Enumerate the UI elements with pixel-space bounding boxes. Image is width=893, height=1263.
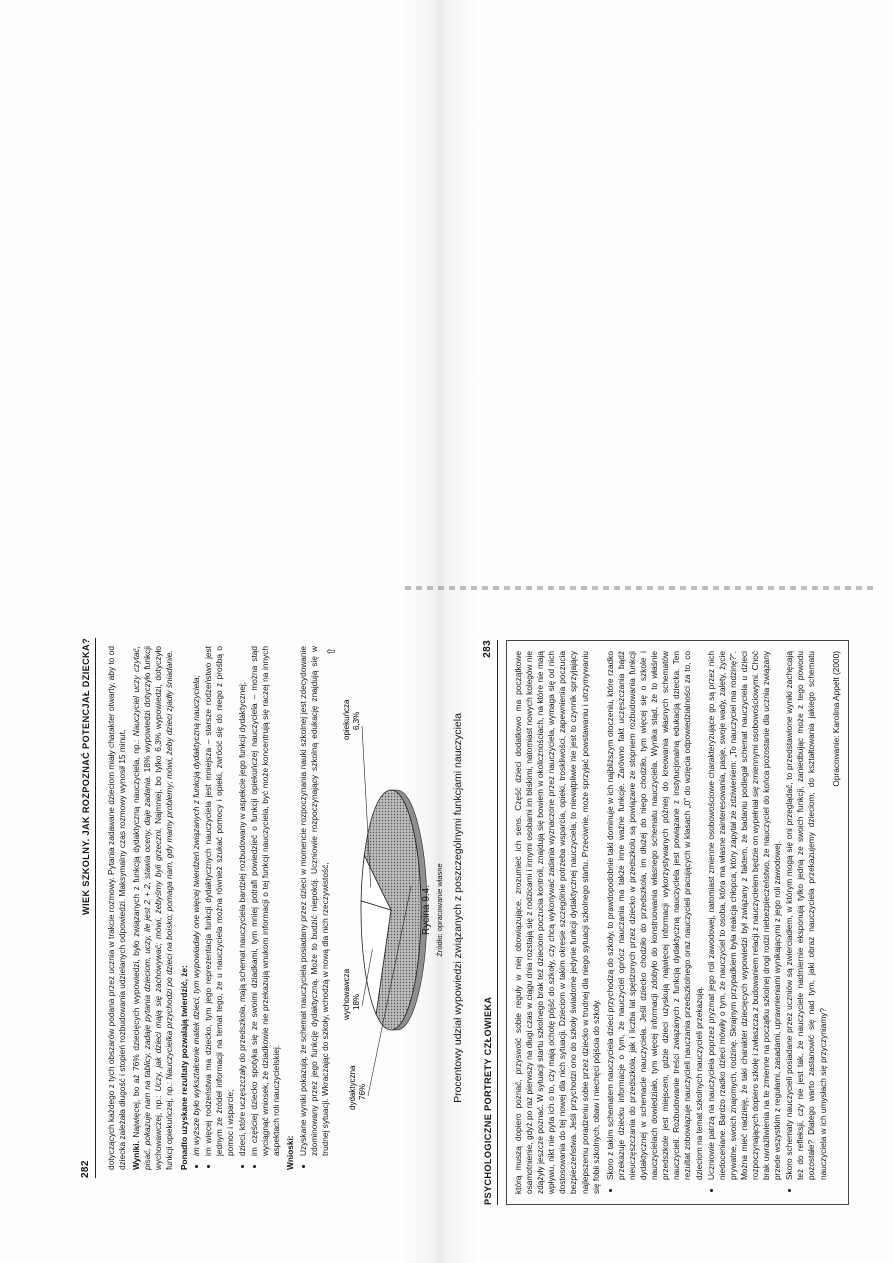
results-paragraph: [131, 646, 175, 1170]
paragraph: którą muszą dopiero poznać, przyswoić sobie reguły w niej obowiązujące, zrozumieć ich sens. Część dzieci dodatkowo ma początkowe osamotnienie, gdyż po raz pierwszy na długi czas w ciągu dnia rozstają się z rodzicami i innymi osobami im bliskimi, natomiast nowych kolegów nie zdążyły jeszcze poznać. W sytuacji startu szkolnego brak też dzieciom poczucia kontroli, znajdują się bowiem w okolicznościach, na które nie mają wpływu, nikt nie pyta ich o to, czy mają ochotę pójść do szkoły, czy chcą wykonywać zadania wyznaczone przez nauczyciela, wymaga się od nich dostosowania do tej nowej dla nich sytuacji. Dzieciom w takim okresie szczególnie potrzeba wsparcia, opieki, troskliwości, zapewnienia poczucia bezpieczeństwa. Jeśli przychodzi ono do szkoły świadome jedynie funkcji dydaktycznej nauczyciela, to niewątpliwie nie jest to czynnik sprzyjający najlepszemu poradzeniu sobie przez dziecko w trudnej dla niego sytuacji szkolnego startu. Przeciwnie, może sprzyjać powstawaniu i utrzymywaniu się fobii szkolnych, obaw i niechęci pójścia do szkoły.: [513, 651, 601, 1194]
figure-box: [325, 646, 449, 1170]
list-item: • Skoro schematy nauczycieli posiadane przez uczniów są zwierciadłem, w którym mogą się oni przeglądać, to przedstawione wyniki zachęcają też do refleksji, czy nie jest tak, że nauczyciele nadmiernie eksponują tylko jedną ze swoich funkcji, zaniedbując może z tego powodu pozostałe? Dlatego warto zastanowić się nad tym, jaki obraz nauczyciela przekazujemy dzieciom, do kształtowania jakiego schematu nauczyciela w ich umysłach się przyczyniamy?: [784, 651, 828, 1180]
pie-label: wychowawcza: [341, 968, 351, 1020]
results-text-3: Najmniej, bo tylko 6,3% wypowiedzi, dotyczyło funkcji opiekuńczej, np.:: [153, 646, 175, 1170]
results-quote-3: Nauczycielka przychodzi po dzieci na boisko; pomaga nam, gdy mamy problemy; mówi, żeby dzieci zjadły śniadanie.: [164, 650, 175, 1080]
list-item: [298, 646, 331, 1156]
intro-paragraph: dotyczących każdego z tych obszarów podana przez ucznia w trakcie rozmowy. Pytania zadawane dzieciom miały charakter otwarty, aby to od dziecka zależała długość i stopień rozbudowania udzielanych odpowiedzi. Maksymalny czas rozmowy wynosił 15 minut.: [106, 646, 128, 1170]
arrow-up-icon: ⇧: [325, 646, 338, 656]
running-title: PSYCHOLOGICZNE PORTRETY CZŁOWIEKA: [482, 996, 493, 1205]
list-item: • Skoro z takim schematem nauczyciela dzieci przychodzą do szkoły, to prawdopodobnie taki dominuje w ich najbliższym otoczeniu, które rzadko przekazuje dziecku informacje o tym, że nauczyciel oprócz nauczania ma także inne ważne funkcje. Zarówno fakt uczęszczania bądź nieuczęszczania do przedszkola, jak i liczba lat spędzonych przez dziecko w przedszkolu są powiązane ze stopniem rozbudowania funkcji dydaktycznej w schemacie nauczyciela. Jeśli dziecko chodziło do przedszkola, im dłużej do niego chodziło, tym więcej się o szkole i nauczycielach dowiedziało, tym więcej informacji zdobyło do konstruowania własnego schematu nauczyciela. Wynika stąd, że to właśnie przedszkole jest miejscem, gdzie dzieci uzyskują najwięcej informacji wykorzystywanych później do kreowania własnych schematów nauczycieli. Rozbudowanie treści związanych z funkcją dydaktyczną nauczyciela jest powiązane z instytucjonalną edukacją dziecka. Ten rezultat zobowiązuje nauczycieli nauczania przedszkolnego oraz nauczycieli pracujących w klasach „0” do wzięcia odpowiedzialności za to, co dzieciom na temat szkolnych nauczycieli przekazują.: [605, 651, 705, 1180]
results-quote-2: Uczy, jak dzieci mają się zachowywać; mówi, żebyśmy byli grzeczni.: [153, 827, 164, 1092]
results-text-1: Najwięcej, bo aż 76% dziecięcych wypowiedzi, było związanych z funkcją dydaktyczną nauczyciela, np.:: [131, 736, 142, 1142]
left-page: [80, 638, 464, 1178]
figure-source: Źródło: opracowanie własne: [434, 863, 444, 957]
pie-value-label: 76%: [357, 1083, 367, 1100]
figure-title: Procentowy udział wypowiedzi związanych z poszczególnymi funkcjami nauczyciela: [451, 713, 464, 1103]
pie-label: opiekuńcza: [341, 699, 351, 740]
conclusions-text: Uzyskane wyniki pokazują, że schemat nauczyciela posiadany przez dzieci w momencie rozpoczynania nauki szkolnej jest zdecydowanie zdominowany przez jego funkcję dydaktyczną. Może to budzić niepokój. Uczniowie rozpoczynający szkolną edukację znajdują się w trudnej sytuacji. Wkraczając do szkoły, wchodzą w nową dla nich rzeczywistość,: [297, 646, 330, 1156]
page-body: [96, 638, 464, 1178]
pie-value-label: 6,3%: [351, 711, 361, 730]
conclusions-list: [298, 646, 331, 1170]
boxed-text: [506, 640, 849, 1205]
list-item: • im wyższe było wykształcenie matek dzieci, tym wypowiadały one więcej twierdzeń związanych z funkcją dydaktyczną nauczyciela;: [191, 646, 202, 1156]
results-text-2: 18% wypowiedzi dotyczyło funkcji wychowawczej, np.:: [142, 646, 164, 1170]
results-quote-1: Nauczyciel uczy czytać, pisać, pokazuje nam na tablicy, zadaje pytania dzieciom, uczy, ile jest 2 + 2, stawia oceny, daje zadania.: [131, 646, 153, 1170]
pie-slices: [361, 790, 427, 1030]
gutter-shadow: [405, 586, 875, 590]
conclusions-label: Wnioski:: [285, 1135, 296, 1170]
page-number: 283: [482, 640, 493, 658]
pie-value-label: 18%: [351, 993, 361, 1010]
pie-chart: [339, 650, 431, 1170]
results-list: [191, 646, 283, 1170]
results-label: Wyniki.: [131, 1141, 142, 1170]
list-item: • im częściej dziecko spotyka się ze swoimi dziadkami, tym mniej potrafi powiedzieć o funkcji opiekuńczej nauczyciela – można stąd wyciągnąć wniosek, że dziadkowie nie przekazują wnukom informacji o tej funkcji nauczyciela, być może koncentrują się raczej na innych aspektach roli nauczycielskiej.: [249, 646, 282, 1156]
list-item: • im więcej rodzeństwa ma dziecko, tym jego reprezentacja funkcji dydaktycznych nauczyciela jest mniejsza – starsze rodzeństwo jest jednym ze źródeł informacji na temat tego, że u nauczyciela można również szukać pomocy i opieki, zwrócić się do niego z prośbą o pomoc i wsparcie;: [203, 646, 236, 1156]
running-title: WIEK SZKOLNY. JAK ROZPOZNAĆ POTENCJAŁ DZIECKA?: [80, 638, 91, 915]
page-number: 282: [80, 1160, 91, 1178]
running-header: [482, 640, 498, 1205]
figure-caption: Rycina 9.4.: [420, 884, 432, 936]
right-page: [482, 640, 841, 1205]
list-item: • dzieci, które uczęszczały do przedszkola, mają schemat nauczyciela bardziej rozbudowany w aspekcie jego funkcji dydaktycznej;: [237, 646, 248, 1156]
additional-results-label: Ponadto uzyskane rezultaty pozwalają twierdzić, że:: [178, 965, 189, 1170]
author-signature: Opracowanie: Karolina Appelt (2000): [830, 651, 841, 787]
pie-label: dydaktyczna: [347, 1065, 357, 1110]
running-header: [80, 638, 96, 1178]
list-item: • Uczniowie patrzą na nauczyciela poprzez pryzmat jego roli zawodowej, natomiast zmienne osobowościowe charakteryzujące go są przez nich niedoceniane. Bardzo rzadko dzieci mówiły o tym, że nauczyciel to osoba, która ma własne zainteresowania, pasje, swoje wady, zalety, życie prywatne, swoich znajomych, rodzinę. Skrajnym przypadkiem była reakcja chłopca, który zapytał ze zdziwieniem: „To nauczyciel ma rodzinę?”. Można mieć nadzieję, że taki charakter dziecięcych wypowiedzi był związany z faktem, że badaniu podlegał schemat nauczyciela u dzieci rozpoczynających dopiero szkołę i zwłaszcza z budowaniem relacji z nauczycielem będzie on wypełniał się zmiennymi osobowościowymi. Choć brak uwrażliwienia na te zmienne na początku szkolnej drogi rodzi niebezpieczeństwo, że nauczyciel do końca pozostanie dla ucznia związany przede wszystkim z regułami, zasadami, uprawnieniami wynikającymi z jego roli zawodowej.: [706, 651, 784, 1180]
bullet-list: [605, 651, 829, 1194]
